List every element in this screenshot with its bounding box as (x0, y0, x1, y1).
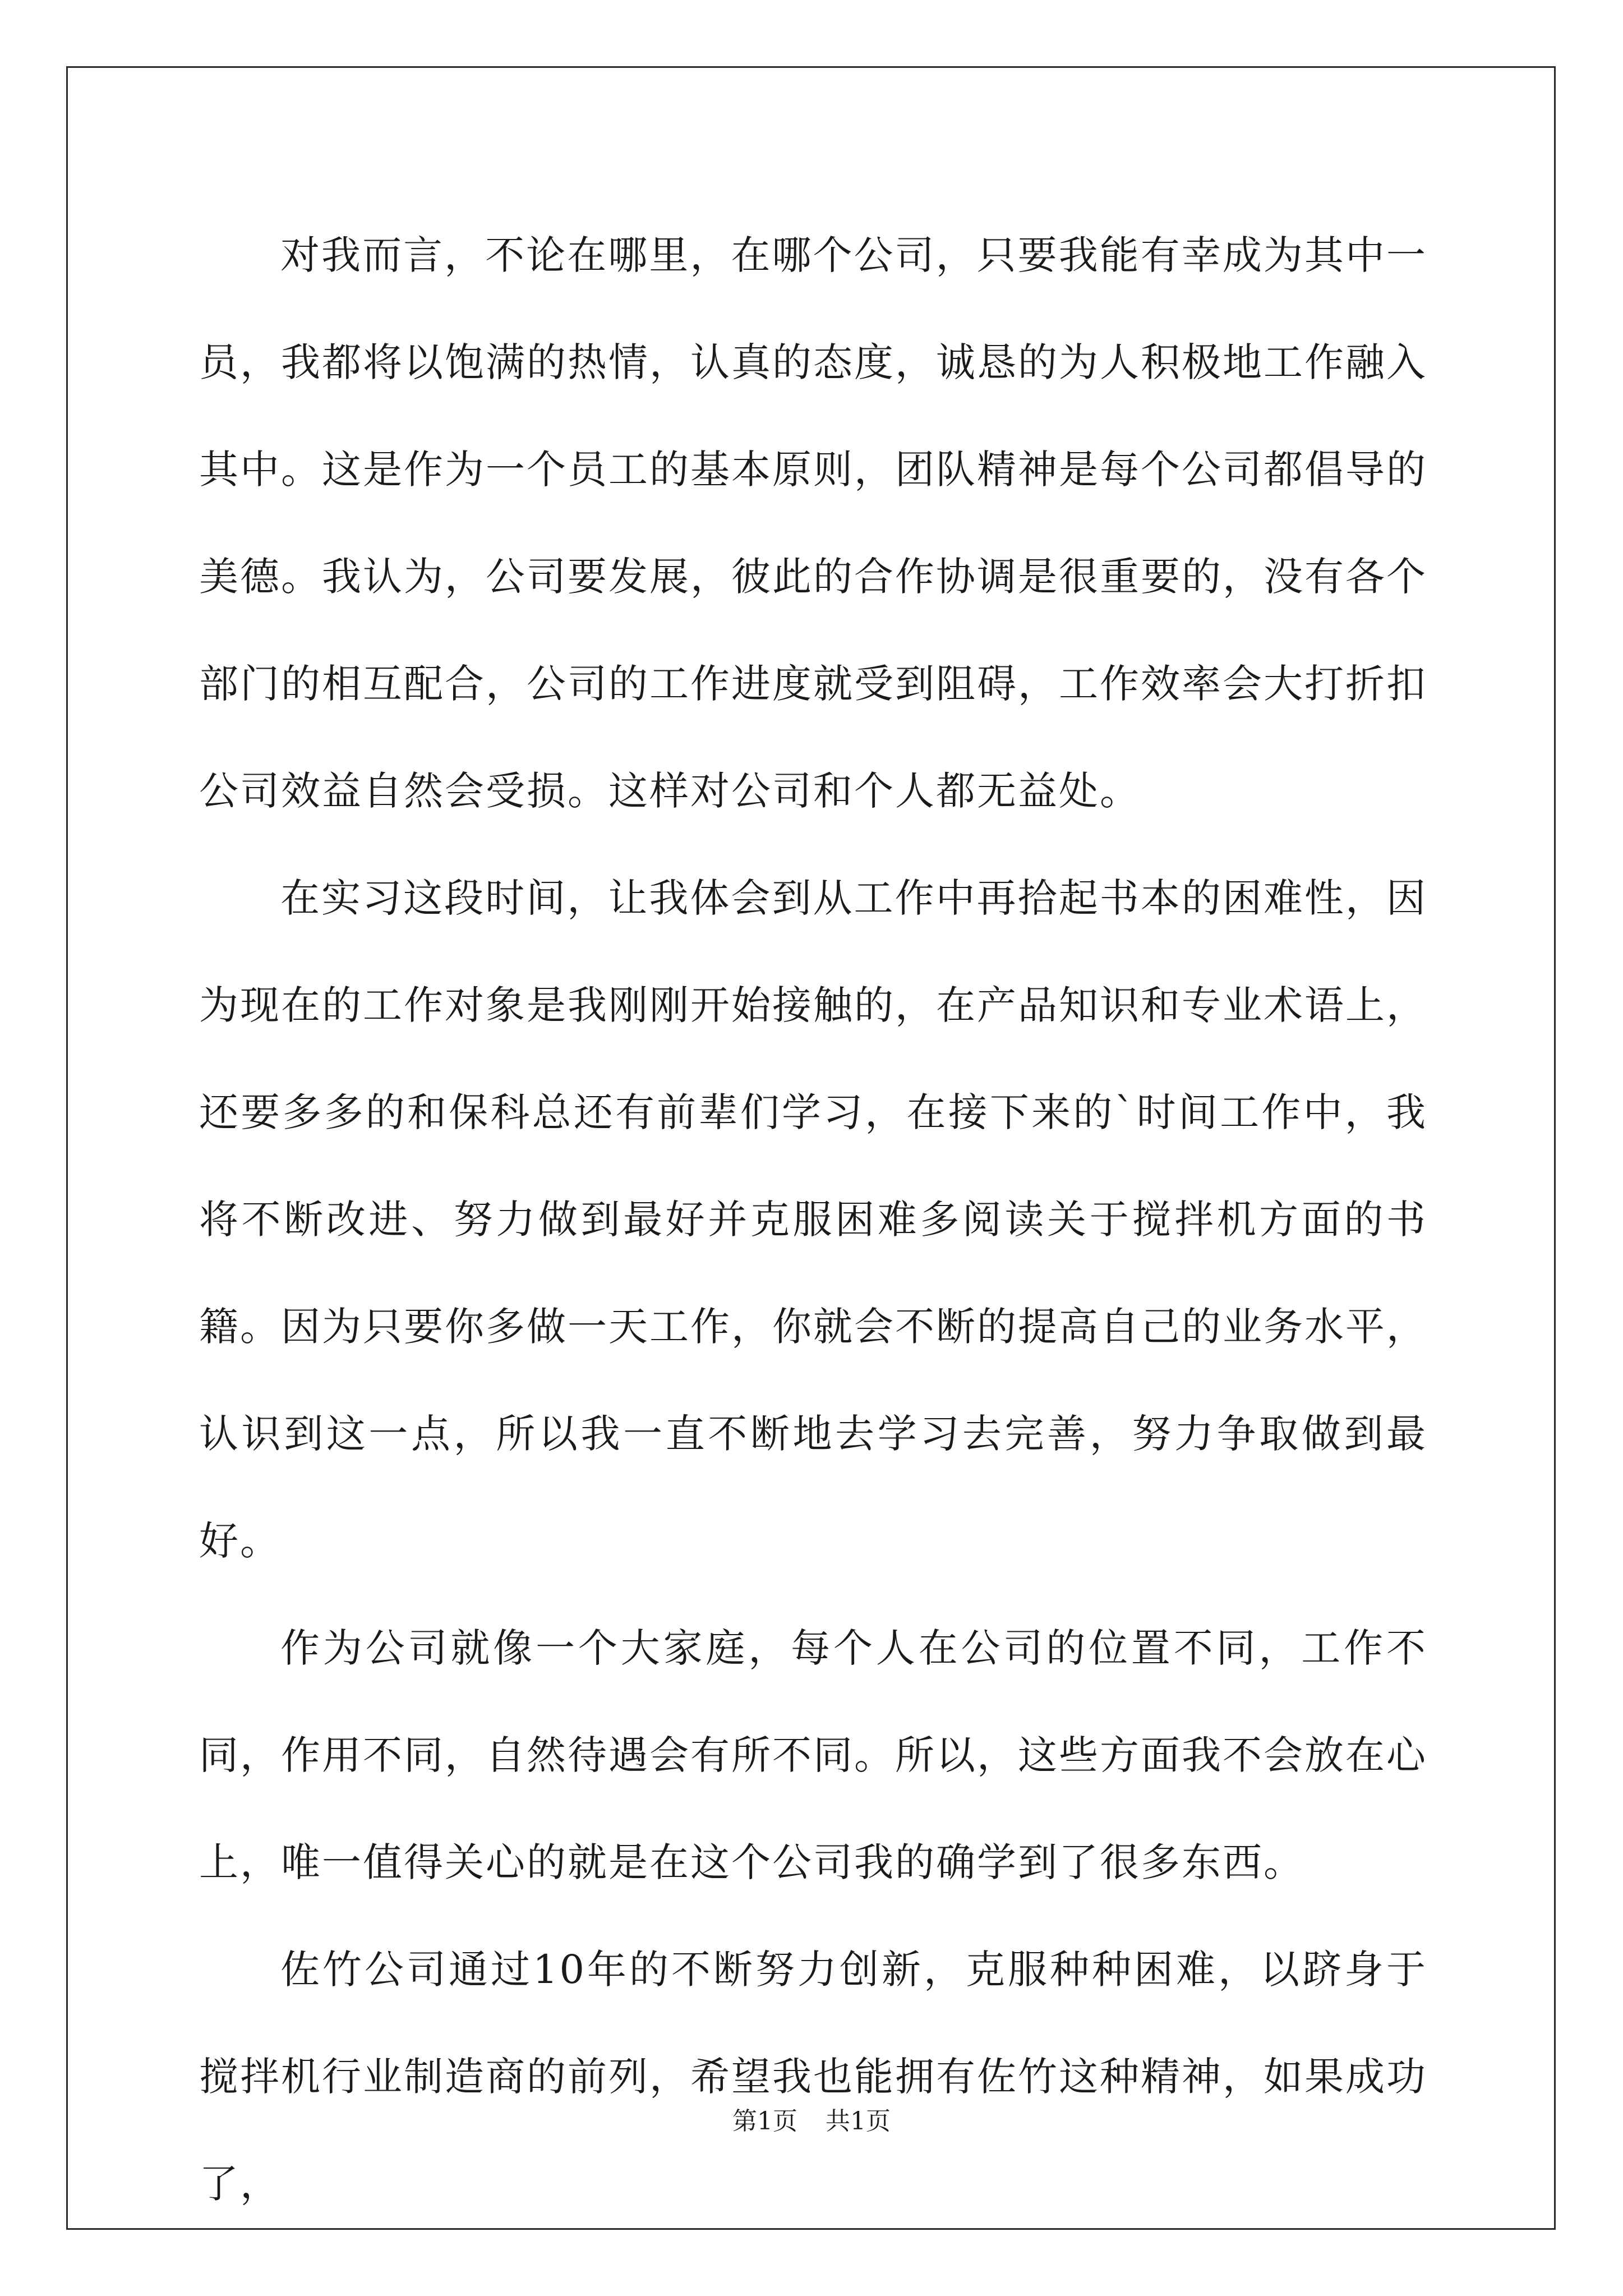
paragraph-3: 作为公司就像一个大家庭，每个人在公司的位置不同，工作不同，作用不同，自然待遇会有所不同。所以，这些方面我不会放在心上，唯一值得关心的就是在这个公司我的确学到了很多东西。 (199, 1625, 1427, 1885)
document-body (199, 202, 1427, 2238)
page-footer (0, 2101, 1623, 2137)
paragraph-1: 对我而言，不论在哪里，在哪个公司，只要我能有幸成为其中一员，我都将以饱满的热情，认真的态度，诚恳的为人积极地工作融入其中。这是作为一个员工的基本原则，团队精神是每个公司都倡导的美德。我认为，公司要发展，彼此的合作协调是很重要的，没有各个部门的相互配合，公司的工作进度就受到阻碍，工作效率会大打折扣公司效益自然会受损。这样对公司和个人都无益处。 (199, 232, 1427, 814)
page-number-current: 第1页 (732, 2107, 797, 2136)
paragraph-4: 佐竹公司通过10年的不断努力创新，克服种种困难，以跻身于搅拌机行业制造商的前列，希望我也能拥有佐竹这种精神，如果成功了， (199, 1947, 1427, 2207)
paragraph-2: 在实习这段时间，让我体会到从工作中再拾起书本的困难性，因为现在的工作对象是我刚刚开始接触的，在产品知识和专业术语上，还要多多的和保科总还有前辈们学习，在接下来的`时间工作中，我将不断改进、努力做到最好并克服困难多阅读关于搅拌机方面的书籍。因为只要你多做一天工作，你就会不断的提高自己的业务水平，认识到这一点，所以我一直不断地去学习去完善，努力争取做到最好。 (199, 875, 1427, 1564)
page-number-total: 共1页 (826, 2107, 891, 2136)
